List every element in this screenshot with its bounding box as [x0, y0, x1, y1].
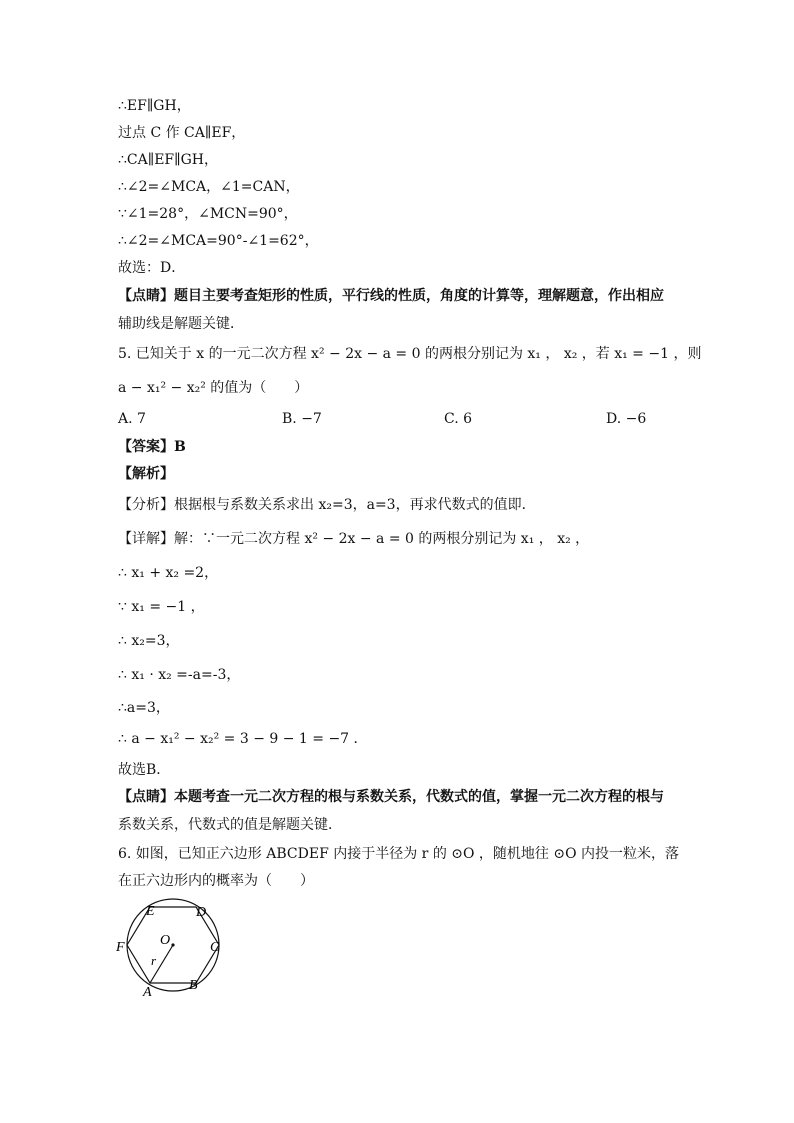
text-line: ∴a=3，: [118, 700, 170, 716]
label-c: C: [210, 940, 220, 955]
text-line: 【点睛】题目主要考查矩形的性质，平行线的性质，角度的计算等，理解题意，作出相应: [118, 288, 664, 304]
text-line: 【点睛】本题考查一元二次方程的根与系数关系，代数式的值，掌握一元二次方程的根与: [118, 789, 664, 805]
label-a: A: [143, 985, 152, 998]
text-line: 【详解】解：∵一元二次方程 x² − 2x − a = 0 的两根分别记为 x₁ ， x₂ ，: [118, 531, 590, 547]
text-line: 过点 C 作 CA∥EF，: [118, 125, 246, 141]
text-line: 故选：D．: [118, 260, 186, 276]
text-line: ∵ x₁ = −1 ，: [118, 599, 205, 615]
text-line: ∴EF∥GH，: [118, 98, 191, 114]
text-line: 辅助线是解题关键．: [118, 316, 244, 332]
option-a: A. 7: [118, 411, 146, 427]
text-line: ∴ x₁ · x₂ =-a=-3，: [118, 667, 241, 683]
text-line: ∴ x₂=3，: [118, 633, 180, 649]
question-6-cont: 在正六边形内的概率为（ ）: [118, 873, 314, 889]
hexagon-figure: [115, 898, 235, 998]
label-f: F: [116, 940, 125, 955]
text-line: ∵∠1=28°，∠MCN=90°，: [118, 206, 298, 222]
label-r: r: [151, 953, 157, 968]
text-line: 系数关系，代数式的值是解题关键．: [118, 817, 342, 833]
text-line: ∴ x₁ + x₂ =2，: [118, 565, 219, 581]
text-line: ∴∠2=∠MCA，∠1=CAN，: [118, 179, 300, 195]
text-line: 故选B．: [118, 762, 171, 778]
text-line: ∴∠2=∠MCA=90°-∠1=62°，: [118, 233, 319, 249]
option-c: C. 6: [444, 411, 473, 427]
option-b: B. −7: [282, 411, 322, 427]
label-b: B: [189, 978, 198, 993]
question-5-cont: a − x₁² − x₂² 的值为（ ）: [118, 380, 309, 396]
text-line: ∴ a − x₁² − x₂² = 3 − 9 − 1 = −7 ．: [118, 731, 368, 747]
label-d: D: [196, 905, 207, 920]
analysis-label: 【解析】: [118, 466, 174, 482]
label-o: O: [160, 933, 171, 948]
text-line: ∴CA∥EF∥GH，: [118, 152, 218, 168]
label-e: E: [146, 904, 155, 919]
center-point: [171, 943, 174, 946]
text-line: 【分析】根据根与系数关系求出 x₂=3，a=3，再求代数式的值即．: [118, 497, 536, 513]
question-5: 5. 已知关于 x 的一元二次方程 x² − 2x − a = 0 的两根分别记为 x₁ ， x₂ ，若 x₁ = −1 ，则: [118, 346, 702, 362]
question-6: 6. 如图，已知正六边形 ABCDEF 内接于半径为 r 的 ⊙O ，随机地往 ⊙O 内投一粒米，落: [118, 846, 680, 862]
answer-label: 【答案】B: [118, 439, 186, 455]
option-d: D. −6: [606, 411, 647, 427]
